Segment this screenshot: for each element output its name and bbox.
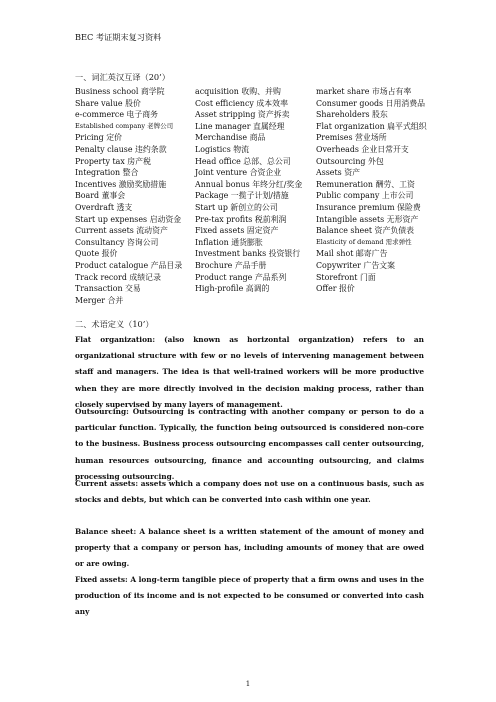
vocab-item: Integration 整合	[75, 168, 139, 178]
vocab-item: Public company 上市公司	[316, 191, 414, 201]
vocab-item: Overheads 企业日常开支	[316, 144, 409, 154]
vocab-item: Remuneration 酬劳、工资	[316, 179, 415, 189]
vocab-column-3	[316, 86, 456, 295]
definition-text: : A balance sheet is a written statement of the amount of money and property that a company or person has, including amounts of money that are owed or are owing.	[75, 527, 425, 569]
vocab-item: Established company 老牌公司	[75, 121, 174, 130]
vocab-item: Joint venture 合资企业	[195, 168, 282, 178]
vocab-item: Overdraft 透支	[75, 202, 133, 212]
vocab-item: Package 一揽子计划/措施	[195, 191, 289, 201]
definition-text: : Outsourcing is contracting with another company or person to do a particular function. Typically, the function being outsourced is considered non-core to the business. Business process outsourcing encompasses call center outsourcing, human resources outsourcing, finance and accounting outsourcing, and claims processing outsourcing.	[75, 407, 424, 481]
vocab-item: Line manager 直属经理	[195, 121, 285, 131]
vocab-item: Start up 新创立的公司	[195, 202, 278, 212]
vocab-item: Quote 报价	[75, 249, 118, 259]
vocab-item: Flat organization 扁平式组织	[316, 121, 427, 131]
page-number: 1	[245, 680, 251, 688]
vocab-item: Current assets 流动资产	[75, 226, 168, 236]
vocab-item: Outsourcing 外包	[316, 156, 384, 166]
definition-text: : (also known as horizontal organization) refers to an organizational structure with few or no levels of intervening management between staff and managers. The idea is that well-trained workers will be more productive when they are more directly involved in the decision making process, rather than closely supervised by many layers of management.	[75, 335, 424, 409]
vocab-item: market share 市场占有率	[316, 87, 412, 96]
vocab-item: High-profile 高调的	[195, 284, 270, 294]
vocab-item: Merger 合并	[75, 295, 124, 305]
vocab-item: Assets 资产	[316, 168, 360, 178]
vocab-item: Penalty clause 违约条款	[75, 144, 167, 154]
definition-paragraph	[75, 524, 424, 573]
definition-term: Outsourcing	[75, 407, 127, 416]
section-2-heading: 二、术语定义（10’）	[75, 319, 154, 329]
vocab-item: Start up expenses 启动资金	[75, 214, 182, 224]
vocab-item: Elasticity of demand 需求弹性	[316, 237, 412, 246]
vocab-item: Board 董事会	[75, 191, 126, 201]
vocab-item: Investment banks 投资银行	[195, 249, 301, 259]
vocab-item: Insurance premium 保险费	[316, 202, 421, 212]
definition-term: Flat organization	[75, 335, 153, 344]
vocab-item: Product range 产品系列	[195, 272, 287, 282]
definition-term: Fixed assets	[75, 575, 126, 584]
vocab-item: Transaction 交易	[75, 284, 141, 294]
vocab-item: Annual bonus 年终分红/奖金	[195, 179, 303, 189]
vocab-item: Cost efficiency 成本效率	[195, 98, 288, 108]
vocab-item: Property tax 房产税	[75, 156, 151, 166]
vocab-item: e-commerce 电子商务	[75, 110, 159, 120]
vocab-item: Consultancy 咨询公司	[75, 237, 159, 247]
vocab-item: Track record 成绩记录	[75, 272, 161, 282]
vocab-item: acquisition 收购、并购	[195, 87, 281, 96]
definition-paragraph	[75, 572, 424, 621]
vocab-item: Copywriter 广告文案	[316, 260, 396, 270]
vocab-item: Premises 营业场所	[316, 133, 387, 143]
vocab-item: Offer 报价	[316, 284, 355, 294]
vocab-item: Business school 商学院	[75, 87, 165, 96]
vocab-item: Asset stripping 资产拆卖	[195, 110, 290, 120]
vocab-item: Share value 股价	[75, 98, 141, 108]
vocab-item: Pre-tax profits 税前利润	[195, 214, 287, 224]
vocab-item: Brochure 产品手册	[195, 260, 267, 270]
vocab-item: Shareholders 股东	[316, 110, 388, 120]
definition-term: Current assets	[75, 479, 136, 488]
vocab-item: Mail shot 邮寄广告	[316, 249, 388, 259]
vocab-item: Head office 总部、总公司	[195, 156, 291, 166]
vocab-item: Merchandise 商品	[195, 133, 266, 143]
definition-term: Balance sheet	[75, 527, 134, 536]
vocab-item: Balance sheet 资产负债表	[316, 226, 415, 236]
vocab-column-2	[195, 86, 316, 295]
vocab-item: Consumer goods 日用消费品	[316, 98, 426, 108]
definition-text: : assets which a company does not use on a continuous basis, such as stocks and debts, but which can be converted into cash within one year.	[75, 479, 424, 505]
definition-text: : A long-term tangible piece of property that a firm owns and uses in the production of its income and is not expected to be consumed or converted into cash any	[75, 575, 424, 617]
section-1-heading: 一、词汇英汉互译（20’）	[75, 72, 170, 82]
definition-paragraph	[75, 404, 424, 485]
vocab-item: Incentives 激励奖励措施	[75, 179, 167, 189]
vocab-item: Fixed assets 固定资产	[195, 226, 279, 236]
vocab-item: Intangible assets 无形资产	[316, 214, 419, 224]
definition-paragraph	[75, 332, 424, 413]
vocab-column-1	[75, 86, 195, 306]
vocab-item: Pricing 定价	[75, 133, 122, 143]
vocab-item: Inflation 通货膨胀	[195, 237, 263, 247]
vocab-item: Logistics 物流	[195, 144, 250, 154]
definition-paragraph	[75, 476, 424, 508]
vocab-item: Storefront 门面	[316, 272, 376, 282]
vocab-item: Product catalogue 产品目录	[75, 260, 183, 270]
document-title: BEC 考证期末复习资料	[75, 32, 162, 42]
